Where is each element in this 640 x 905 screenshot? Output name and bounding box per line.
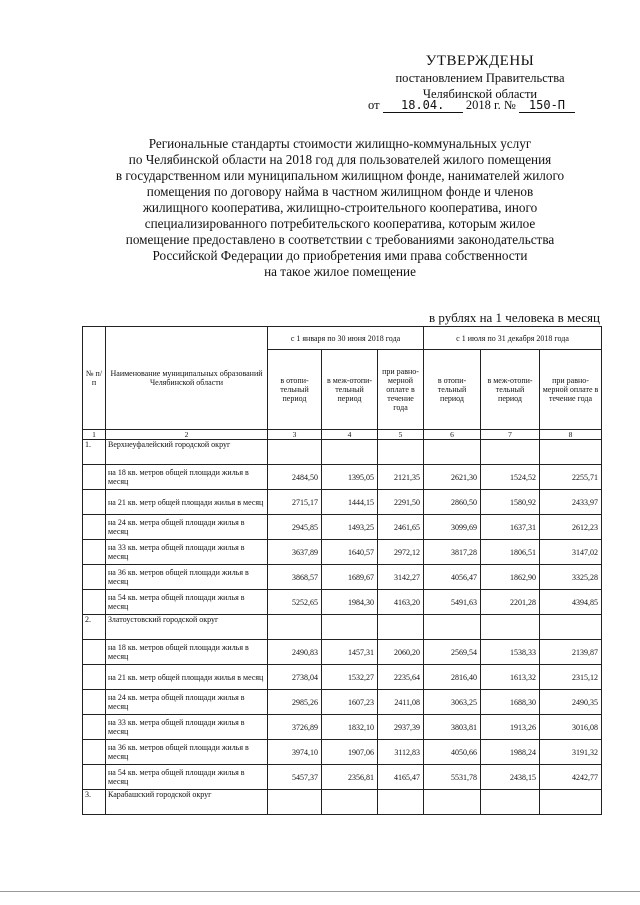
value-cell: 5457,37 [268, 765, 322, 790]
column-index: 2 [106, 430, 268, 440]
value-cell: 3325,28 [540, 565, 602, 590]
title-line: Российской Федерации до приобретения ими права собственности [152, 248, 528, 263]
table-row [83, 590, 602, 615]
value-cell: 1862,90 [481, 565, 540, 590]
value-cell: 3099,69 [424, 515, 481, 540]
municipality-number: 1. [83, 440, 106, 465]
row-label: на 33 кв. метра общей площади жилья в месяц [106, 540, 268, 565]
value-cell: 2985,26 [268, 690, 322, 715]
empty-cell [378, 440, 424, 465]
value-cell: 5491,63 [424, 590, 481, 615]
header-uniform-1: при равно-мерной оплате в течение года [378, 350, 424, 430]
empty-cell [83, 565, 106, 590]
table-row [83, 490, 602, 515]
municipality-name: Златоустовский городской округ [106, 615, 268, 640]
empty-cell [83, 490, 106, 515]
title-line: на такое жилое помещение [264, 264, 416, 279]
empty-cell [83, 690, 106, 715]
table-row [83, 715, 602, 740]
value-cell: 3147,02 [540, 540, 602, 565]
approval-date-line [368, 98, 575, 113]
value-cell: 5531,78 [424, 765, 481, 790]
value-cell: 2816,40 [424, 665, 481, 690]
value-cell: 2356,81 [322, 765, 378, 790]
value-cell: 1984,30 [322, 590, 378, 615]
value-cell: 3142,27 [378, 565, 424, 590]
header-heating-1: в отопи-тельный период [268, 350, 322, 430]
value-cell: 2937,39 [378, 715, 424, 740]
value-cell: 2738,04 [268, 665, 322, 690]
empty-cell [424, 615, 481, 640]
approval-line-1: постановлением Правительства [395, 71, 565, 85]
value-cell: 3974,10 [268, 740, 322, 765]
header-between-2: в меж-отопи-тельный период [481, 350, 540, 430]
value-cell: 1640,57 [322, 540, 378, 565]
value-cell: 2411,08 [378, 690, 424, 715]
empty-cell [83, 715, 106, 740]
header-period-2: с 1 июля по 31 декабря 2018 года [424, 327, 602, 350]
value-cell: 3868,57 [268, 565, 322, 590]
row-label: на 18 кв. метров общей площади жилья в месяц [106, 640, 268, 665]
empty-cell [83, 665, 106, 690]
approval-year: 2018 г. № [465, 98, 516, 112]
value-cell: 1532,27 [322, 665, 378, 690]
municipality-name: Карабашский городской округ [106, 790, 268, 815]
title-line: специализированного потребительского кооператива, которым жилое [144, 216, 536, 231]
table-row [83, 465, 602, 490]
value-cell: 4242,77 [540, 765, 602, 790]
value-cell: 2315,12 [540, 665, 602, 690]
approval-date: 18.04. [383, 98, 463, 113]
value-cell: 1457,31 [322, 640, 378, 665]
approval-line-2: Челябинской области [422, 87, 538, 101]
value-cell: 2291,50 [378, 490, 424, 515]
value-cell: 1689,67 [322, 565, 378, 590]
empty-cell [83, 640, 106, 665]
table-row [83, 565, 602, 590]
value-cell: 1580,92 [481, 490, 540, 515]
empty-cell [83, 590, 106, 615]
value-cell: 2612,23 [540, 515, 602, 540]
municipality-name: Верхнеуфалейский городской округ [106, 440, 268, 465]
title-line: помещения по договору найма в частном жилищном фонде и членов [146, 184, 534, 199]
value-cell: 2569,54 [424, 640, 481, 665]
value-cell: 2490,83 [268, 640, 322, 665]
date-prefix: от [368, 98, 380, 112]
empty-cell [424, 790, 481, 815]
value-cell: 2945,85 [268, 515, 322, 540]
table-row [83, 765, 602, 790]
header-no: № п/п [83, 327, 106, 430]
value-cell: 2715,17 [268, 490, 322, 515]
header-name: Наименование муниципальных образований Челябинской области [106, 327, 268, 430]
empty-cell [540, 615, 602, 640]
row-label: на 24 кв. метра общей площади жилья в месяц [106, 690, 268, 715]
value-cell: 2255,71 [540, 465, 602, 490]
document-title [100, 136, 580, 280]
empty-cell [268, 440, 322, 465]
value-cell: 2972,12 [378, 540, 424, 565]
approval-title: УТВЕРЖДЕНЫ [425, 53, 535, 69]
table-row [83, 740, 602, 765]
value-cell: 2433,97 [540, 490, 602, 515]
empty-cell [322, 440, 378, 465]
empty-cell [424, 440, 481, 465]
header-heating-2: в отопи-тельный период [424, 350, 481, 430]
municipality-row [83, 615, 602, 640]
value-cell: 1688,30 [481, 690, 540, 715]
title-line: по Челябинской области на 2018 год для пользователей жилого помещения [128, 152, 552, 167]
row-label: на 18 кв. метров общей площади жилья в месяц [106, 465, 268, 490]
page-bottom-rule [0, 891, 640, 892]
value-cell: 5252,65 [268, 590, 322, 615]
title-line: жилищного кооператива, жилищно-строительного кооператива, иного [142, 200, 538, 215]
value-cell: 1907,06 [322, 740, 378, 765]
municipality-row [83, 790, 602, 815]
empty-cell [481, 615, 540, 640]
header-period-1: с 1 января по 30 июня 2018 года [268, 327, 424, 350]
empty-cell [378, 790, 424, 815]
table-body [83, 440, 602, 815]
column-index: 8 [540, 430, 602, 440]
value-cell: 2060,20 [378, 640, 424, 665]
row-label: на 21 кв. метр общей площади жилья в месяц [106, 665, 268, 690]
value-cell: 1444,15 [322, 490, 378, 515]
empty-cell [83, 465, 106, 490]
value-cell: 3191,32 [540, 740, 602, 765]
value-cell: 1913,26 [481, 715, 540, 740]
value-cell: 4163,20 [378, 590, 424, 615]
value-cell: 4394,85 [540, 590, 602, 615]
value-cell: 2484,50 [268, 465, 322, 490]
empty-cell [540, 790, 602, 815]
header-uniform-2: при равно-мерной оплате в течение года [540, 350, 602, 430]
standards-table [82, 326, 602, 815]
value-cell: 1607,23 [322, 690, 378, 715]
municipality-number: 2. [83, 615, 106, 640]
row-label: на 54 кв. метра общей площади жилья в месяц [106, 590, 268, 615]
value-cell: 2121,35 [378, 465, 424, 490]
value-cell: 1806,51 [481, 540, 540, 565]
empty-cell [481, 440, 540, 465]
value-cell: 1988,24 [481, 740, 540, 765]
value-cell: 2139,87 [540, 640, 602, 665]
empty-cell [268, 615, 322, 640]
column-index: 1 [83, 430, 106, 440]
value-cell: 2438,15 [481, 765, 540, 790]
value-cell: 3726,89 [268, 715, 322, 740]
table-row [83, 540, 602, 565]
value-cell: 2235,64 [378, 665, 424, 690]
value-cell: 2860,50 [424, 490, 481, 515]
value-cell: 1613,32 [481, 665, 540, 690]
value-cell: 1395,05 [322, 465, 378, 490]
empty-cell [481, 790, 540, 815]
value-cell: 4050,66 [424, 740, 481, 765]
value-cell: 2621,30 [424, 465, 481, 490]
value-cell: 2201,28 [481, 590, 540, 615]
empty-cell [83, 540, 106, 565]
column-index: 4 [322, 430, 378, 440]
row-label: на 24 кв. метра общей площади жилья в месяц [106, 515, 268, 540]
municipality-number: 3. [83, 790, 106, 815]
empty-cell [268, 790, 322, 815]
value-cell: 3016,08 [540, 715, 602, 740]
row-label: на 36 кв. метров общей площади жилья в месяц [106, 740, 268, 765]
title-line: Региональные стандарты стоимости жилищно-коммунальных услуг [148, 136, 532, 151]
header-between-1: в меж-отопи-тельный период [322, 350, 378, 430]
title-line: в государственном или муниципальном жилищном фонде, нанимателей жилого [115, 168, 565, 183]
row-label: на 36 кв. метров общей площади жилья в месяц [106, 565, 268, 590]
approval-block [360, 52, 600, 102]
row-label: на 33 кв. метра общей площади жилья в месяц [106, 715, 268, 740]
empty-cell [83, 765, 106, 790]
value-cell: 2461,65 [378, 515, 424, 540]
value-cell: 3063,25 [424, 690, 481, 715]
empty-cell [83, 740, 106, 765]
value-cell: 1637,31 [481, 515, 540, 540]
column-index: 7 [481, 430, 540, 440]
value-cell: 3803,81 [424, 715, 481, 740]
empty-cell [83, 515, 106, 540]
value-cell: 2490,35 [540, 690, 602, 715]
approval-number: 150-П [519, 98, 575, 113]
table-row [83, 665, 602, 690]
value-cell: 3637,89 [268, 540, 322, 565]
value-cell: 3817,28 [424, 540, 481, 565]
value-cell: 1493,25 [322, 515, 378, 540]
units-note: в рублях на 1 человека в месяц [429, 310, 600, 325]
value-cell: 4056,47 [424, 565, 481, 590]
column-index: 3 [268, 430, 322, 440]
value-cell: 3112,83 [378, 740, 424, 765]
value-cell: 1538,33 [481, 640, 540, 665]
row-label: на 21 кв. метр общей площади жилья в месяц [106, 490, 268, 515]
value-cell: 1524,52 [481, 465, 540, 490]
municipality-row [83, 440, 602, 465]
table-row [83, 690, 602, 715]
column-index: 5 [378, 430, 424, 440]
table-row [83, 640, 602, 665]
empty-cell [322, 615, 378, 640]
title-line: помещение предоставлено в соответствии с требованиями законодательства [125, 232, 555, 247]
empty-cell [540, 440, 602, 465]
column-index: 6 [424, 430, 481, 440]
value-cell: 4165,47 [378, 765, 424, 790]
empty-cell [378, 615, 424, 640]
table-row [83, 515, 602, 540]
empty-cell [322, 790, 378, 815]
row-label: на 54 кв. метра общей площади жилья в месяц [106, 765, 268, 790]
value-cell: 1832,10 [322, 715, 378, 740]
